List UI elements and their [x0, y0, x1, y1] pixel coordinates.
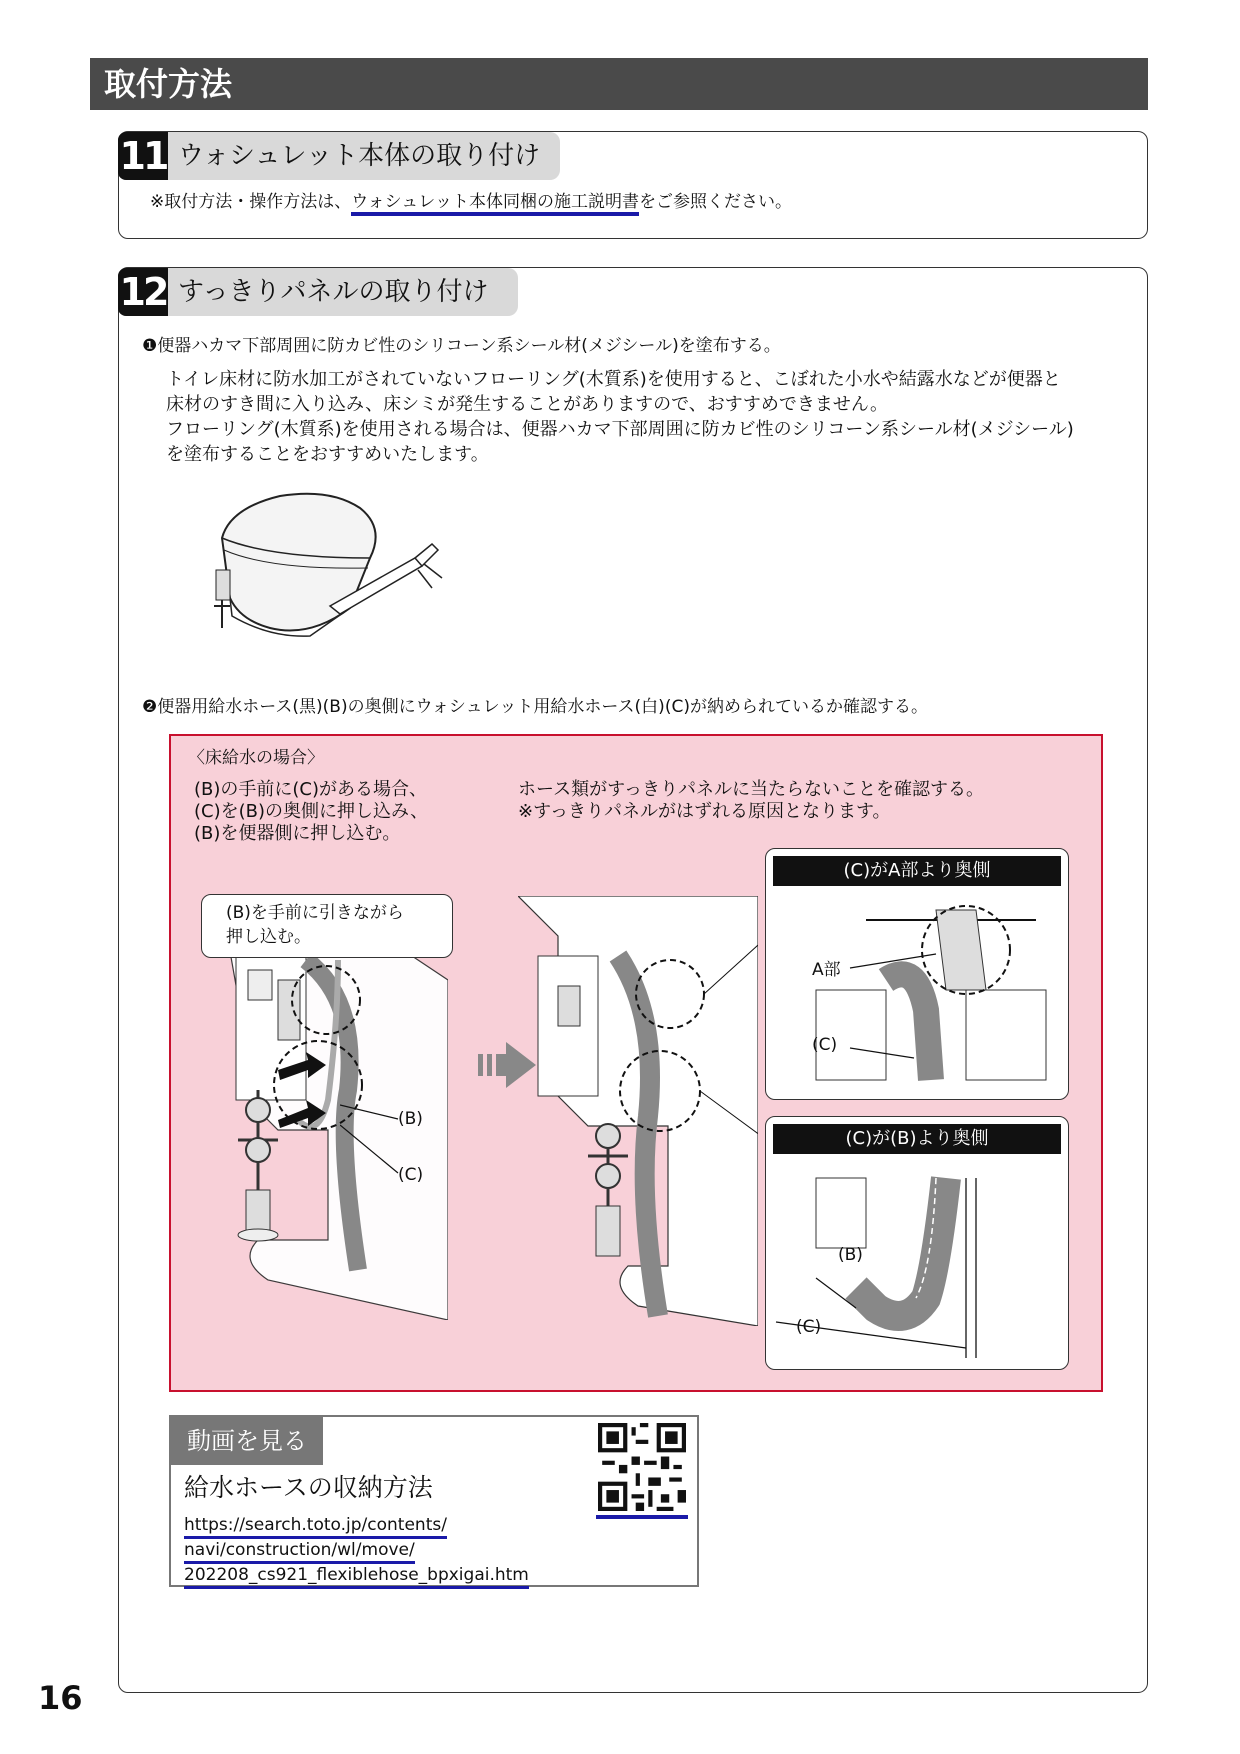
- item1-detail-2: 床材のすき間に入り込み、床シミが発生することがありますので、おすすめできません。: [166, 394, 888, 415]
- label-a-part: A部: [812, 960, 841, 980]
- page-number: 16: [38, 1679, 83, 1717]
- step-12-header: [168, 268, 518, 316]
- step-11-note: ※取付方法・操作方法は、ウォシュレット本体同梱の施工説明書をご参照ください。: [150, 190, 792, 214]
- video-url-line-1[interactable]: https://search.toto.jp/contents/: [184, 1514, 447, 1539]
- label-c-detail-a: (C): [812, 1035, 838, 1055]
- detail-a-figure: [766, 890, 1068, 1090]
- panel-left-3: (B)を便器側に押し込む。: [194, 823, 401, 844]
- hose-after-figure: [518, 896, 758, 1326]
- push-in-callout: [201, 894, 453, 958]
- qr-code-icon[interactable]: [598, 1423, 686, 1511]
- step-12-title: すっきりパネルの取り付け: [178, 277, 489, 307]
- callout-line-1: (B)を手前に引きながら: [226, 903, 404, 923]
- label-c-detail-b: (C): [796, 1317, 822, 1337]
- bullet-1: ❶: [142, 336, 158, 356]
- video-url-line-2[interactable]: navi/construction/wl/move/: [184, 1539, 415, 1564]
- manual-link[interactable]: ウォシュレット本体同梱の施工説明書: [351, 192, 639, 216]
- step-11-number: 11: [119, 134, 167, 178]
- step-11-header: [168, 132, 560, 180]
- video-title: 給水ホースの収納方法: [184, 1473, 433, 1502]
- callout-line-2: 押し込む。: [226, 927, 311, 947]
- page-title: 取付方法: [90, 58, 1148, 110]
- detail-b-title: (C)が(B)より奥側: [773, 1124, 1061, 1154]
- video-url-line-3[interactable]: 202208_cs921_flexiblehose_bpxigai.htm: [184, 1564, 529, 1589]
- label-b-left: (B): [398, 1109, 423, 1129]
- item1-line: ❶便器ハカマ下部周囲に防カビ性のシリコーン系シール材(メジシール)を塗布する。: [142, 336, 781, 356]
- item1-detail-1: トイレ床材に防水加工がされていないフローリング(木質系)を使用すると、こぼれた小水や結露水などが便器と: [166, 369, 1061, 390]
- step-12-number: 12: [119, 270, 167, 314]
- watch-video-tag: 動画を見る: [171, 1417, 323, 1465]
- toilet-illustration: [210, 488, 450, 668]
- item1-detail-3: フローリング(木質系)を使用される場合は、便器ハカマ下部周囲に防カビ性のシリコーン系シール材(メジシール): [166, 419, 1074, 440]
- item1-detail-4: を塗布することをおすすめいたします。: [166, 444, 489, 465]
- panel-left-1: (B)の手前に(C)がある場合、: [194, 779, 428, 800]
- label-b-detail-b: (B): [838, 1245, 863, 1265]
- detail-a-title: (C)がA部より奥側: [773, 856, 1061, 886]
- video-url[interactable]: [184, 1514, 529, 1589]
- item2-line: ❷便器用給水ホース(黒)(B)の奥側にウォシュレット用給水ホース(白)(C)が納められているか確認する。: [142, 697, 928, 717]
- panel-heading: 〈床給水の場合〉: [188, 748, 324, 768]
- qr-underline: [596, 1515, 688, 1519]
- bullet-2: ❷: [142, 697, 158, 717]
- panel-right-2: ※すっきりパネルがはずれる原因となります。: [518, 801, 891, 822]
- leader-lines-left: [340, 1095, 440, 1185]
- panel-right-1: ホース類がすっきりパネルに当たらないことを確認する。: [518, 779, 985, 800]
- panel-left-2: (C)を(B)の奥側に押し込み、: [194, 801, 429, 822]
- label-c-left: (C): [398, 1165, 424, 1185]
- step-11-title: ウォシュレット本体の取り付け: [178, 141, 541, 171]
